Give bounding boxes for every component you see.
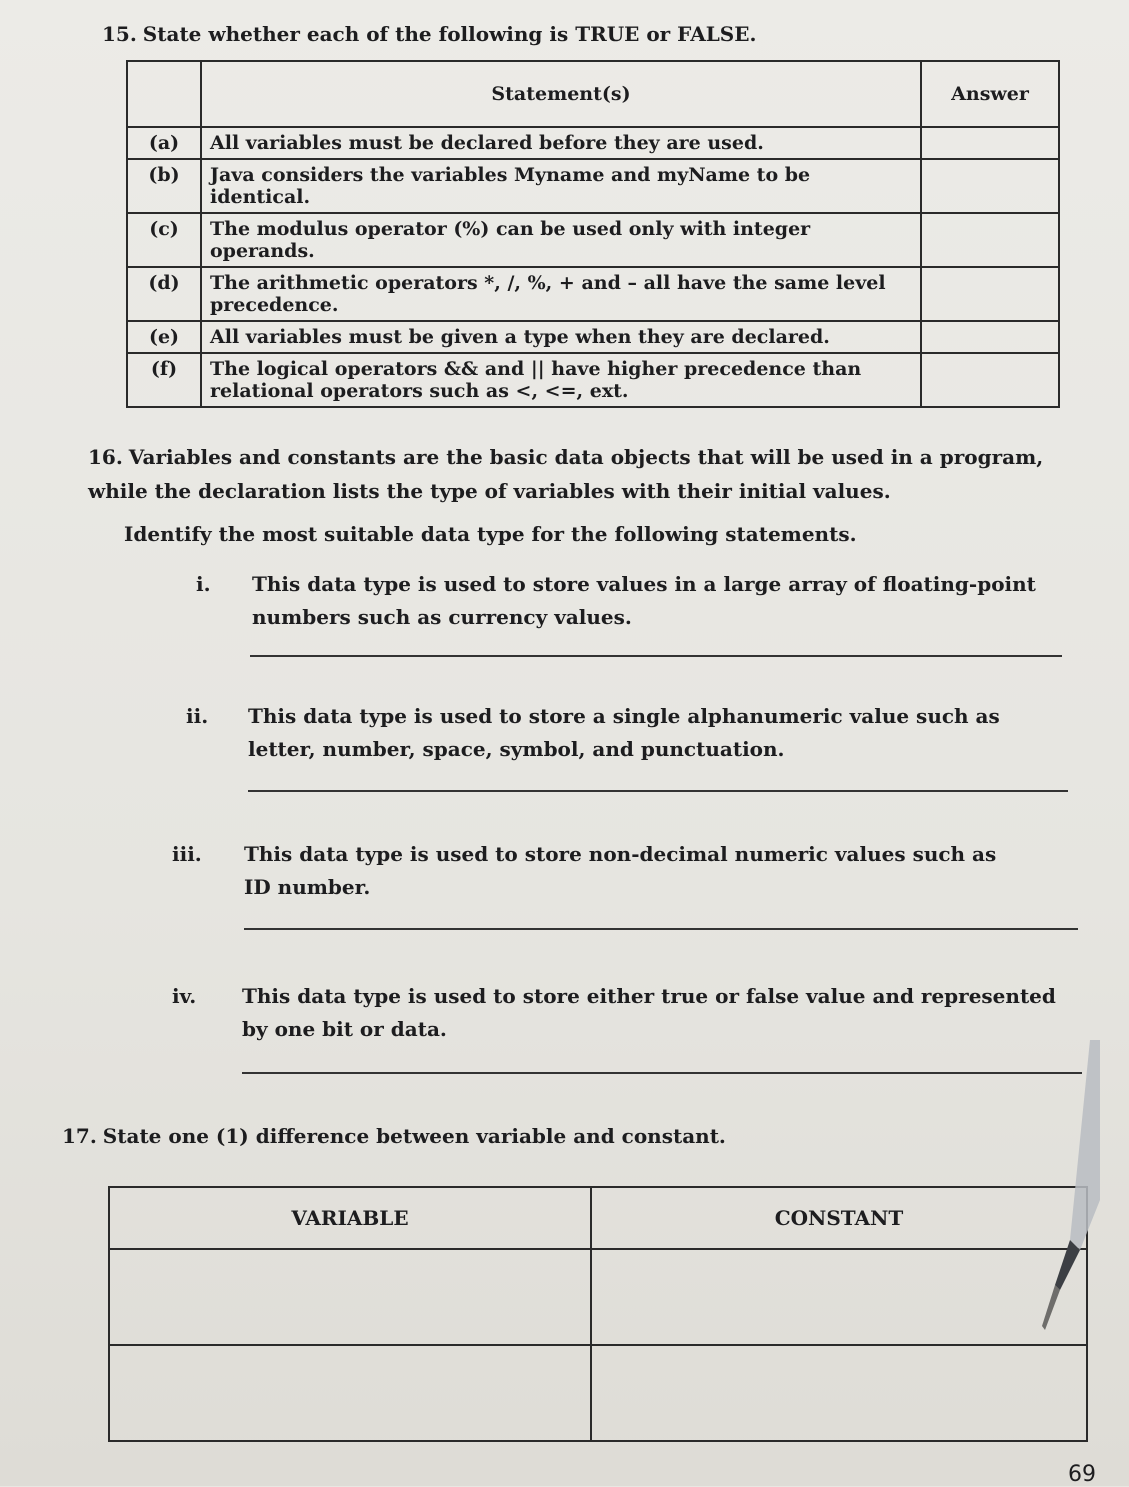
item-numeral: ii.	[186, 704, 209, 728]
row-statement: The modulus operator (%) can be used only with integer operands.	[201, 213, 921, 267]
table-header-row	[109, 1187, 1087, 1249]
table-row	[109, 1345, 1087, 1441]
variable-answer-cell[interactable]	[109, 1249, 591, 1345]
row-label: (c)	[127, 213, 201, 267]
q16-item	[196, 568, 1066, 638]
answer-cell[interactable]	[921, 127, 1059, 159]
table-row	[127, 353, 1059, 407]
header-statement: Statement(s)	[201, 61, 921, 127]
row-statement: Java considers the variables Myname and myName to be identical.	[201, 159, 921, 213]
header-blank	[127, 61, 201, 127]
q16-number: 16.	[88, 445, 123, 469]
table-row	[127, 267, 1059, 321]
q16-instruction: Identify the most suitable data type for the following statements.	[124, 522, 857, 546]
constant-answer-cell[interactable]	[591, 1249, 1087, 1345]
row-label: (f)	[127, 353, 201, 407]
table-row	[127, 159, 1059, 213]
q15-text: State whether each of the following is TRUE or FALSE.	[142, 22, 757, 46]
q17-text: State one (1) difference between variable and constant.	[102, 1124, 726, 1148]
item-text: This data type is used to store non-decimal numeric values such as ID number.	[244, 842, 997, 899]
q15-title	[102, 22, 756, 46]
row-label: (d)	[127, 267, 201, 321]
table-row	[127, 321, 1059, 353]
answer-cell[interactable]	[921, 321, 1059, 353]
row-statement: All variables must be given a type when they are declared.	[201, 321, 921, 353]
answer-line[interactable]	[244, 928, 1078, 930]
q16-item	[172, 838, 1062, 908]
item-text: This data type is used to store values in a large array of floating-point numbers such as currency values.	[252, 572, 1036, 629]
answer-line[interactable]	[250, 655, 1062, 657]
row-label: (b)	[127, 159, 201, 213]
row-statement: The arithmetic operators *, /, %, + and – all have the same level precedence.	[201, 267, 921, 321]
true-false-table	[126, 60, 1060, 408]
answer-line[interactable]	[248, 790, 1068, 792]
item-text: This data type is used to store either true or false value and represented by one bit or data.	[242, 984, 1056, 1041]
q16-intro-block	[88, 440, 1048, 508]
variable-constant-table	[108, 1186, 1088, 1442]
header-variable: VARIABLE	[109, 1187, 591, 1249]
answer-cell[interactable]	[921, 213, 1059, 267]
item-numeral: iii.	[172, 842, 202, 866]
table-header-row	[127, 61, 1059, 127]
q16-item	[172, 980, 1072, 1050]
row-label: (a)	[127, 127, 201, 159]
q16-intro: Variables and constants are the basic data objects that will be used in a program, while the declaration lists the type of variables with their initial values.	[88, 445, 1044, 503]
answer-cell[interactable]	[921, 159, 1059, 213]
variable-answer-cell[interactable]	[109, 1345, 591, 1441]
header-answer: Answer	[921, 61, 1059, 127]
row-statement: The logical operators && and || have higher precedence than relational operators such as <, <=, ext.	[201, 353, 921, 407]
item-numeral: iv.	[172, 984, 197, 1008]
item-text: This data type is used to store a single alphanumeric value such as letter, number, space, symbol, and punctuation.	[248, 704, 1000, 761]
table-row	[127, 127, 1059, 159]
constant-answer-cell[interactable]	[591, 1345, 1087, 1441]
row-statement: All variables must be declared before they are used.	[201, 127, 921, 159]
page-number: 69	[1068, 1462, 1096, 1487]
table-row	[109, 1249, 1087, 1345]
answer-line[interactable]	[242, 1072, 1082, 1074]
answer-cell[interactable]	[921, 353, 1059, 407]
q17-title	[62, 1124, 726, 1148]
q16-item	[186, 700, 1066, 770]
pen-icon	[1040, 1040, 1100, 1340]
table-row	[127, 213, 1059, 267]
row-label: (e)	[127, 321, 201, 353]
q17-number: 17.	[62, 1124, 97, 1148]
item-numeral: i.	[196, 572, 211, 596]
answer-cell[interactable]	[921, 267, 1059, 321]
q15-number: 15.	[102, 22, 137, 46]
header-constant: CONSTANT	[591, 1187, 1087, 1249]
